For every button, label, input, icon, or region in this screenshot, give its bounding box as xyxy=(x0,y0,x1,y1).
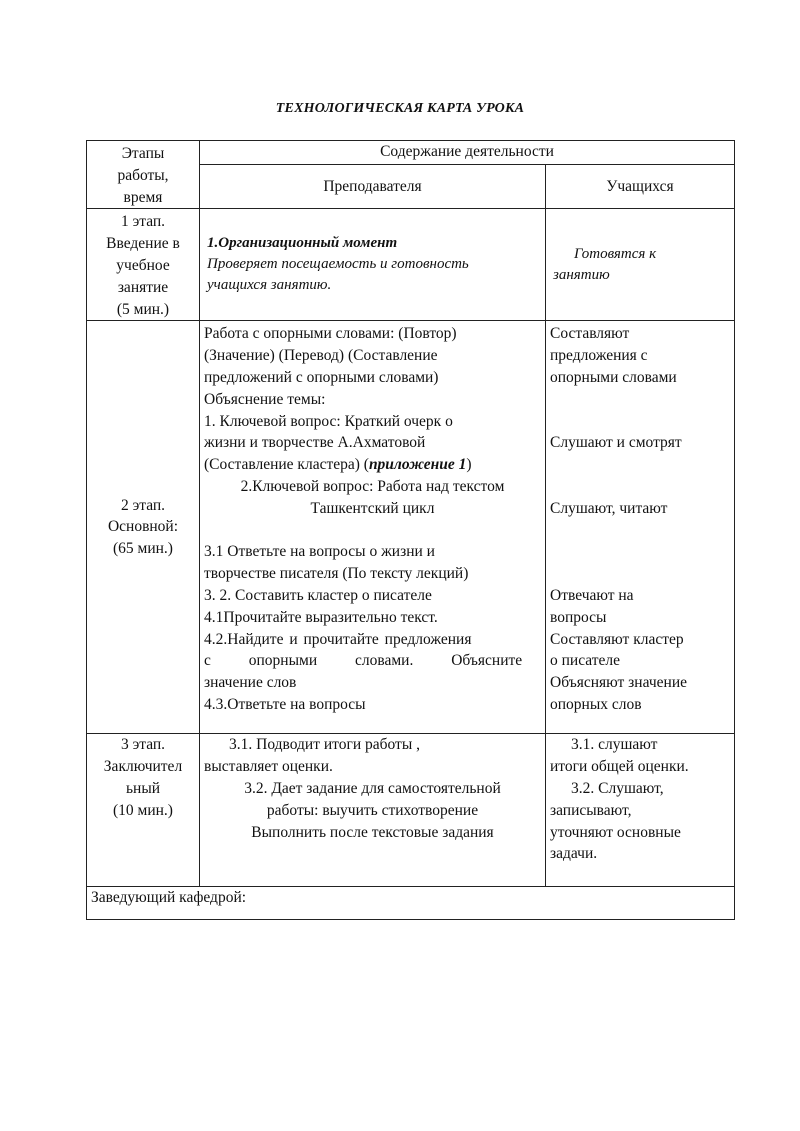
stage-line: ьный xyxy=(125,779,161,797)
header-teacher-cell: Преподавателя xyxy=(200,164,546,209)
teacher-line: 3.2. Дает задание для самостоятельной xyxy=(244,779,501,797)
spacer xyxy=(550,520,730,542)
student-line: вопросы xyxy=(550,608,607,626)
teacher-line: 1. Ключевой вопрос: Краткий очерк о xyxy=(204,412,453,430)
teacher-line: выставляет оценки. xyxy=(204,758,333,776)
student-line: Слушают, читают xyxy=(550,499,668,517)
stage-line: Заключител xyxy=(103,758,183,776)
spacer xyxy=(550,476,730,498)
teacher-line: 4.1Прочитайте выразительно текст. xyxy=(204,608,438,626)
header-row xyxy=(87,141,735,165)
teacher-cell xyxy=(200,321,546,734)
header-stage-line: работы, xyxy=(117,166,169,184)
stage-line: учебное xyxy=(116,256,170,274)
spacer xyxy=(550,389,730,411)
student-line: Составляют кластер xyxy=(550,630,684,648)
teacher-line: Выполнить после текстовые задания xyxy=(251,823,494,841)
stage-line: занятие xyxy=(117,278,169,296)
teacher-line: Проверяет посещаемость и готовность xyxy=(207,256,469,273)
teacher-cell xyxy=(200,209,546,321)
teacher-line: Объяснение темы: xyxy=(204,390,326,408)
teacher-line: жизни и творчестве А.Ахматовой xyxy=(204,434,426,452)
teacher-line-part: (Составление кластера) ( xyxy=(204,456,369,474)
teacher-line: 4.2.Найдите и прочитайте предложения xyxy=(204,630,472,648)
table-row xyxy=(87,321,735,734)
table-row xyxy=(87,209,735,321)
teacher-line: предложений с опорными словами) xyxy=(204,368,439,386)
teacher-line: 2.Ключевой вопрос: Работа над текстом xyxy=(240,477,505,495)
teacher-heading: 1.Организационный момент xyxy=(207,235,398,252)
student-line: Составляют xyxy=(550,325,630,343)
teacher-line: (Значение) (Перевод) (Составление xyxy=(204,347,438,365)
teacher-line-with-appendix xyxy=(204,454,541,476)
student-line: записывают, xyxy=(550,801,632,819)
teacher-line: Ташкентский цикл xyxy=(310,499,435,517)
spacer xyxy=(550,563,730,585)
lesson-plan-table xyxy=(86,140,735,920)
stage-line: 2 этап. xyxy=(120,496,166,514)
department-head-signature: Заведующий кафедрой: xyxy=(87,887,735,920)
teacher-line: с опорными словами. Объясните xyxy=(204,652,523,670)
student-line: Слушают и смотрят xyxy=(550,434,682,452)
stage-cell xyxy=(87,209,200,321)
student-line: о писателе xyxy=(550,652,621,670)
appendix-reference: приложение 1 xyxy=(368,456,467,474)
stage-line: 1 этап. xyxy=(120,213,166,231)
teacher-line: учащихся занятию. xyxy=(207,277,332,294)
student-line: Отвечают на xyxy=(550,586,634,604)
student-line: опорных слов xyxy=(550,695,642,713)
header-stage-line: Этапы xyxy=(121,145,165,162)
stage-line: Основной: xyxy=(107,518,179,536)
spacer xyxy=(550,541,730,563)
student-line: итоги общей оценки. xyxy=(550,758,689,776)
teacher-line: значение слов xyxy=(204,674,297,692)
stage-line: Введение в xyxy=(106,235,180,253)
header-stage-cell xyxy=(87,141,200,209)
stage-cell xyxy=(87,734,200,887)
stage-cell xyxy=(87,321,200,734)
teacher-line-part: ) xyxy=(466,456,472,474)
student-line: занятию xyxy=(553,266,610,283)
teacher-line: 4.3.Ответьте на вопросы xyxy=(204,695,366,713)
student-line: уточняют основные xyxy=(550,823,681,841)
page-title: ТЕХНОЛОГИЧЕСКАЯ КАРТА УРОКА xyxy=(275,101,525,116)
teacher-line: 3. 2. Составить кластер о писателе xyxy=(204,586,432,604)
student-cell xyxy=(546,321,735,734)
teacher-line: Работа с опорными словами: (Повтор) xyxy=(204,325,457,343)
stage-line: (10 мин.) xyxy=(113,801,173,819)
student-line: 3.1. слушают xyxy=(571,736,658,754)
student-cell xyxy=(546,209,735,321)
header-stage-line: время xyxy=(123,188,163,206)
stage-line: (5 мин.) xyxy=(116,300,170,318)
student-line: опорными словами xyxy=(550,368,677,386)
table-row xyxy=(87,734,735,887)
student-line: задачи. xyxy=(550,845,598,863)
teacher-line: работы: выучить стихотворение xyxy=(266,801,479,819)
student-line: Объясняют значение xyxy=(550,674,687,692)
teacher-line: творчестве писателя (По тексту лекций) xyxy=(204,565,469,583)
spacer xyxy=(550,411,730,433)
teacher-line: 3.1 Ответьте на вопросы о жизни и xyxy=(204,543,435,561)
header-content-cell: Содержание деятельности xyxy=(200,141,735,165)
stage-line: (65 мин.) xyxy=(113,540,173,558)
student-line: Готовятся к xyxy=(574,245,657,262)
student-line: предложения с xyxy=(550,347,648,365)
teacher-line: 3.1. Подводит итоги работы , xyxy=(229,736,420,754)
student-cell xyxy=(546,734,735,887)
header-student-cell: Учащихся xyxy=(546,164,735,209)
footer-row xyxy=(87,887,735,920)
student-line: 3.2. Слушают, xyxy=(571,779,664,797)
spacer xyxy=(550,454,730,476)
teacher-cell xyxy=(200,734,546,887)
stage-line: 3 этап. xyxy=(120,736,166,754)
spacer xyxy=(204,520,541,542)
